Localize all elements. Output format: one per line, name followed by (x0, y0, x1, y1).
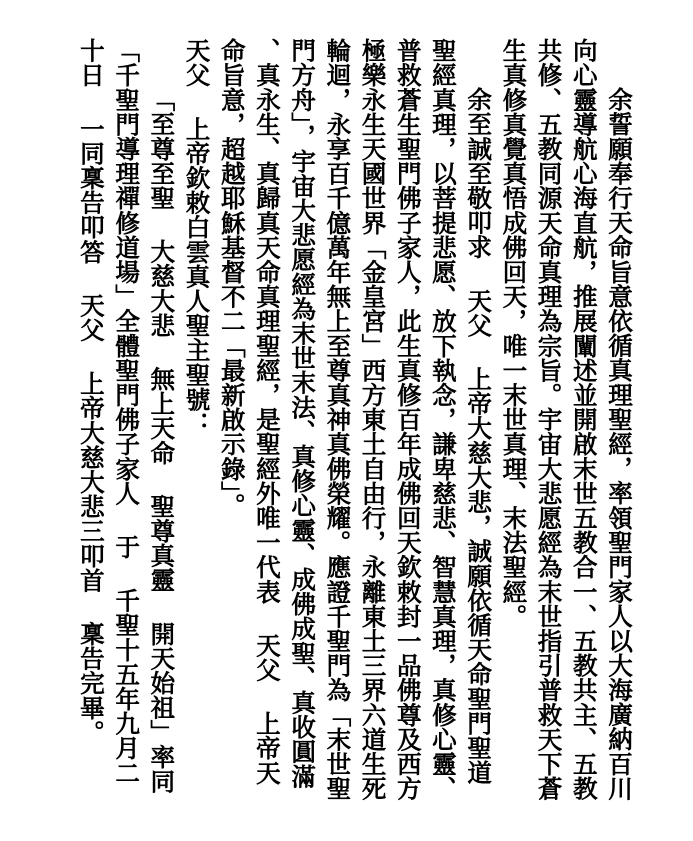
paragraph-petition: 余至誠至敬叩求 天父 上帝大慈大悲，誠願依循天命聖門聖道聖經真理，以菩提悲愿、放下執念，謙卑慈悲、智慧真理，真修心靈、普救蒼生聖門佛子家人，此生真修百年成佛回天欽敕封一品佛尊及西方極樂永生天國世界「金皇宮」西方東土自由行，永離東土三界六道生死輪迴，永享百千億萬年無上至尊真神真佛榮耀。應證千聖門為「末世聖門方舟」，宇宙大悲愿經為末世末法、真修心靈、成佛成聖、真收圓滿、真永生、真歸真天命真理聖經，是聖經外唯一代表 天父 上帝天命旨意，超越耶穌基督不二「最新啟示錄」。 (217, 38, 494, 801)
vertical-text-body (57, 38, 637, 808)
paragraph-title-intro: 天父 上帝欽敕白雲真人聖主聖號： (182, 38, 212, 436)
paragraph-vow: 余誓願奉行天命旨意依循真理聖經，率領聖門家人以大海廣納百川向心靈導航心海直航，推展闡述並開啟末世五教合一、五教共主、五教共修、五教同源天命真理為宗旨。宇宙大悲愿經為末世指引普救天下蒼生真修真覺真悟成佛回天，唯一末世真理、末法聖經。 (499, 38, 634, 801)
paragraph-closing: 「至尊至聖 大慈大悲 無上天命 聖尊真靈 開天始祖」率同「千聖門導理禪修道場」全體聖門佛子家人 于 千聖十五年九月二十日 一同稟告叩答 天父 上帝大慈大悲三叩首 稟告完畢。 (76, 38, 177, 794)
